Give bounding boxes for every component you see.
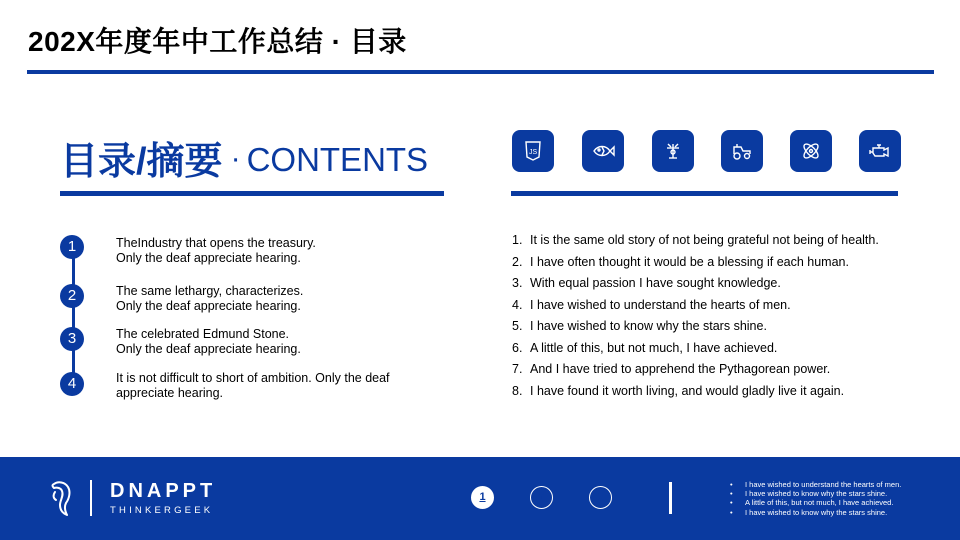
page-button-1[interactable]: 1 <box>471 486 494 509</box>
step-1-line-2: Only the deaf appreciate hearing. <box>116 251 301 265</box>
step-number-3: 3 <box>60 327 84 351</box>
step-2-line-1: The same lethargy, characterizes. <box>116 284 304 298</box>
page-button-2[interactable]: 2 <box>530 486 553 509</box>
step-2-line-2: Only the deaf appreciate hearing. <box>116 299 301 313</box>
footer-divider <box>669 482 672 514</box>
fish-icon <box>582 130 624 172</box>
list-item: 3. With equal passion I have sought knowledge. <box>512 276 781 290</box>
step-1-line-1: TheIndustry that opens the treasury. <box>116 236 316 250</box>
list-item: 6. A little of this, but not much, I have achieved. <box>512 340 778 355</box>
footer-note: • I have wished to understand the hearts of men. <box>730 480 901 489</box>
js-badge-icon <box>512 130 554 172</box>
footer-note: • I have wished to know why the stars shine. <box>730 489 901 498</box>
page-title: 202X年度年中工作总结 · 目录 <box>28 26 407 57</box>
step-4-line-1: It is not difficult to short of ambition. Only the deaf appreciate hearing. <box>116 371 390 400</box>
step-text-1 <box>116 236 426 266</box>
timeline-line <box>72 246 75 383</box>
logo-divider <box>90 480 92 516</box>
atom-icon <box>790 130 832 172</box>
title-divider <box>27 70 934 74</box>
list-item: 1. It is the same old story of not being grateful not being of health. <box>512 233 879 247</box>
step-number-1: 1 <box>60 235 84 259</box>
numbered-list <box>512 232 879 404</box>
heading-underline <box>60 191 444 196</box>
step-3-line-1: The celebrated Edmund Stone. <box>116 327 290 341</box>
dolphin-logo-icon <box>48 478 76 523</box>
list-item: 5. I have wished to know why the stars shine. <box>512 319 767 333</box>
section-heading <box>60 130 428 185</box>
step-text-4 <box>116 371 426 401</box>
step-number-4: 4 <box>60 372 84 396</box>
step-text-2 <box>116 284 426 314</box>
footer-notes <box>730 480 901 517</box>
list-item: 4. I have wished to understand the hearts of men. <box>512 297 791 312</box>
list-item: 8. I have found it worth living, and would gladly live it again. <box>512 383 845 398</box>
section-heading-separator: · <box>230 142 241 175</box>
tractor-icon <box>721 130 763 172</box>
page-button-3[interactable]: 3 <box>589 486 612 509</box>
logo-name: DNAPPT <box>110 480 217 502</box>
pinwheel-icon <box>652 130 694 172</box>
footer-note: • I have wished to know why the stars shine. <box>730 508 901 517</box>
section-heading-cn: 目录/摘要 <box>60 141 223 183</box>
step-3-line-2: Only the deaf appreciate hearing. <box>116 342 301 356</box>
svg-text:JS: JS <box>529 149 538 156</box>
engine-icon <box>859 130 901 172</box>
list-item: 7. And I have tried to apprehend the Pythagorean power. <box>512 362 831 376</box>
logo-subtitle: THINKERGEEK <box>110 505 214 516</box>
list-item: 2. I have often thought it would be a blessing if each human. <box>512 254 849 269</box>
footer-note: • A little of this, but not much, I have achieved. <box>730 498 901 507</box>
section-heading-en: CONTENTS <box>246 141 429 178</box>
icons-underline <box>511 191 898 196</box>
step-number-2: 2 <box>60 284 84 308</box>
step-text-3 <box>116 327 426 357</box>
